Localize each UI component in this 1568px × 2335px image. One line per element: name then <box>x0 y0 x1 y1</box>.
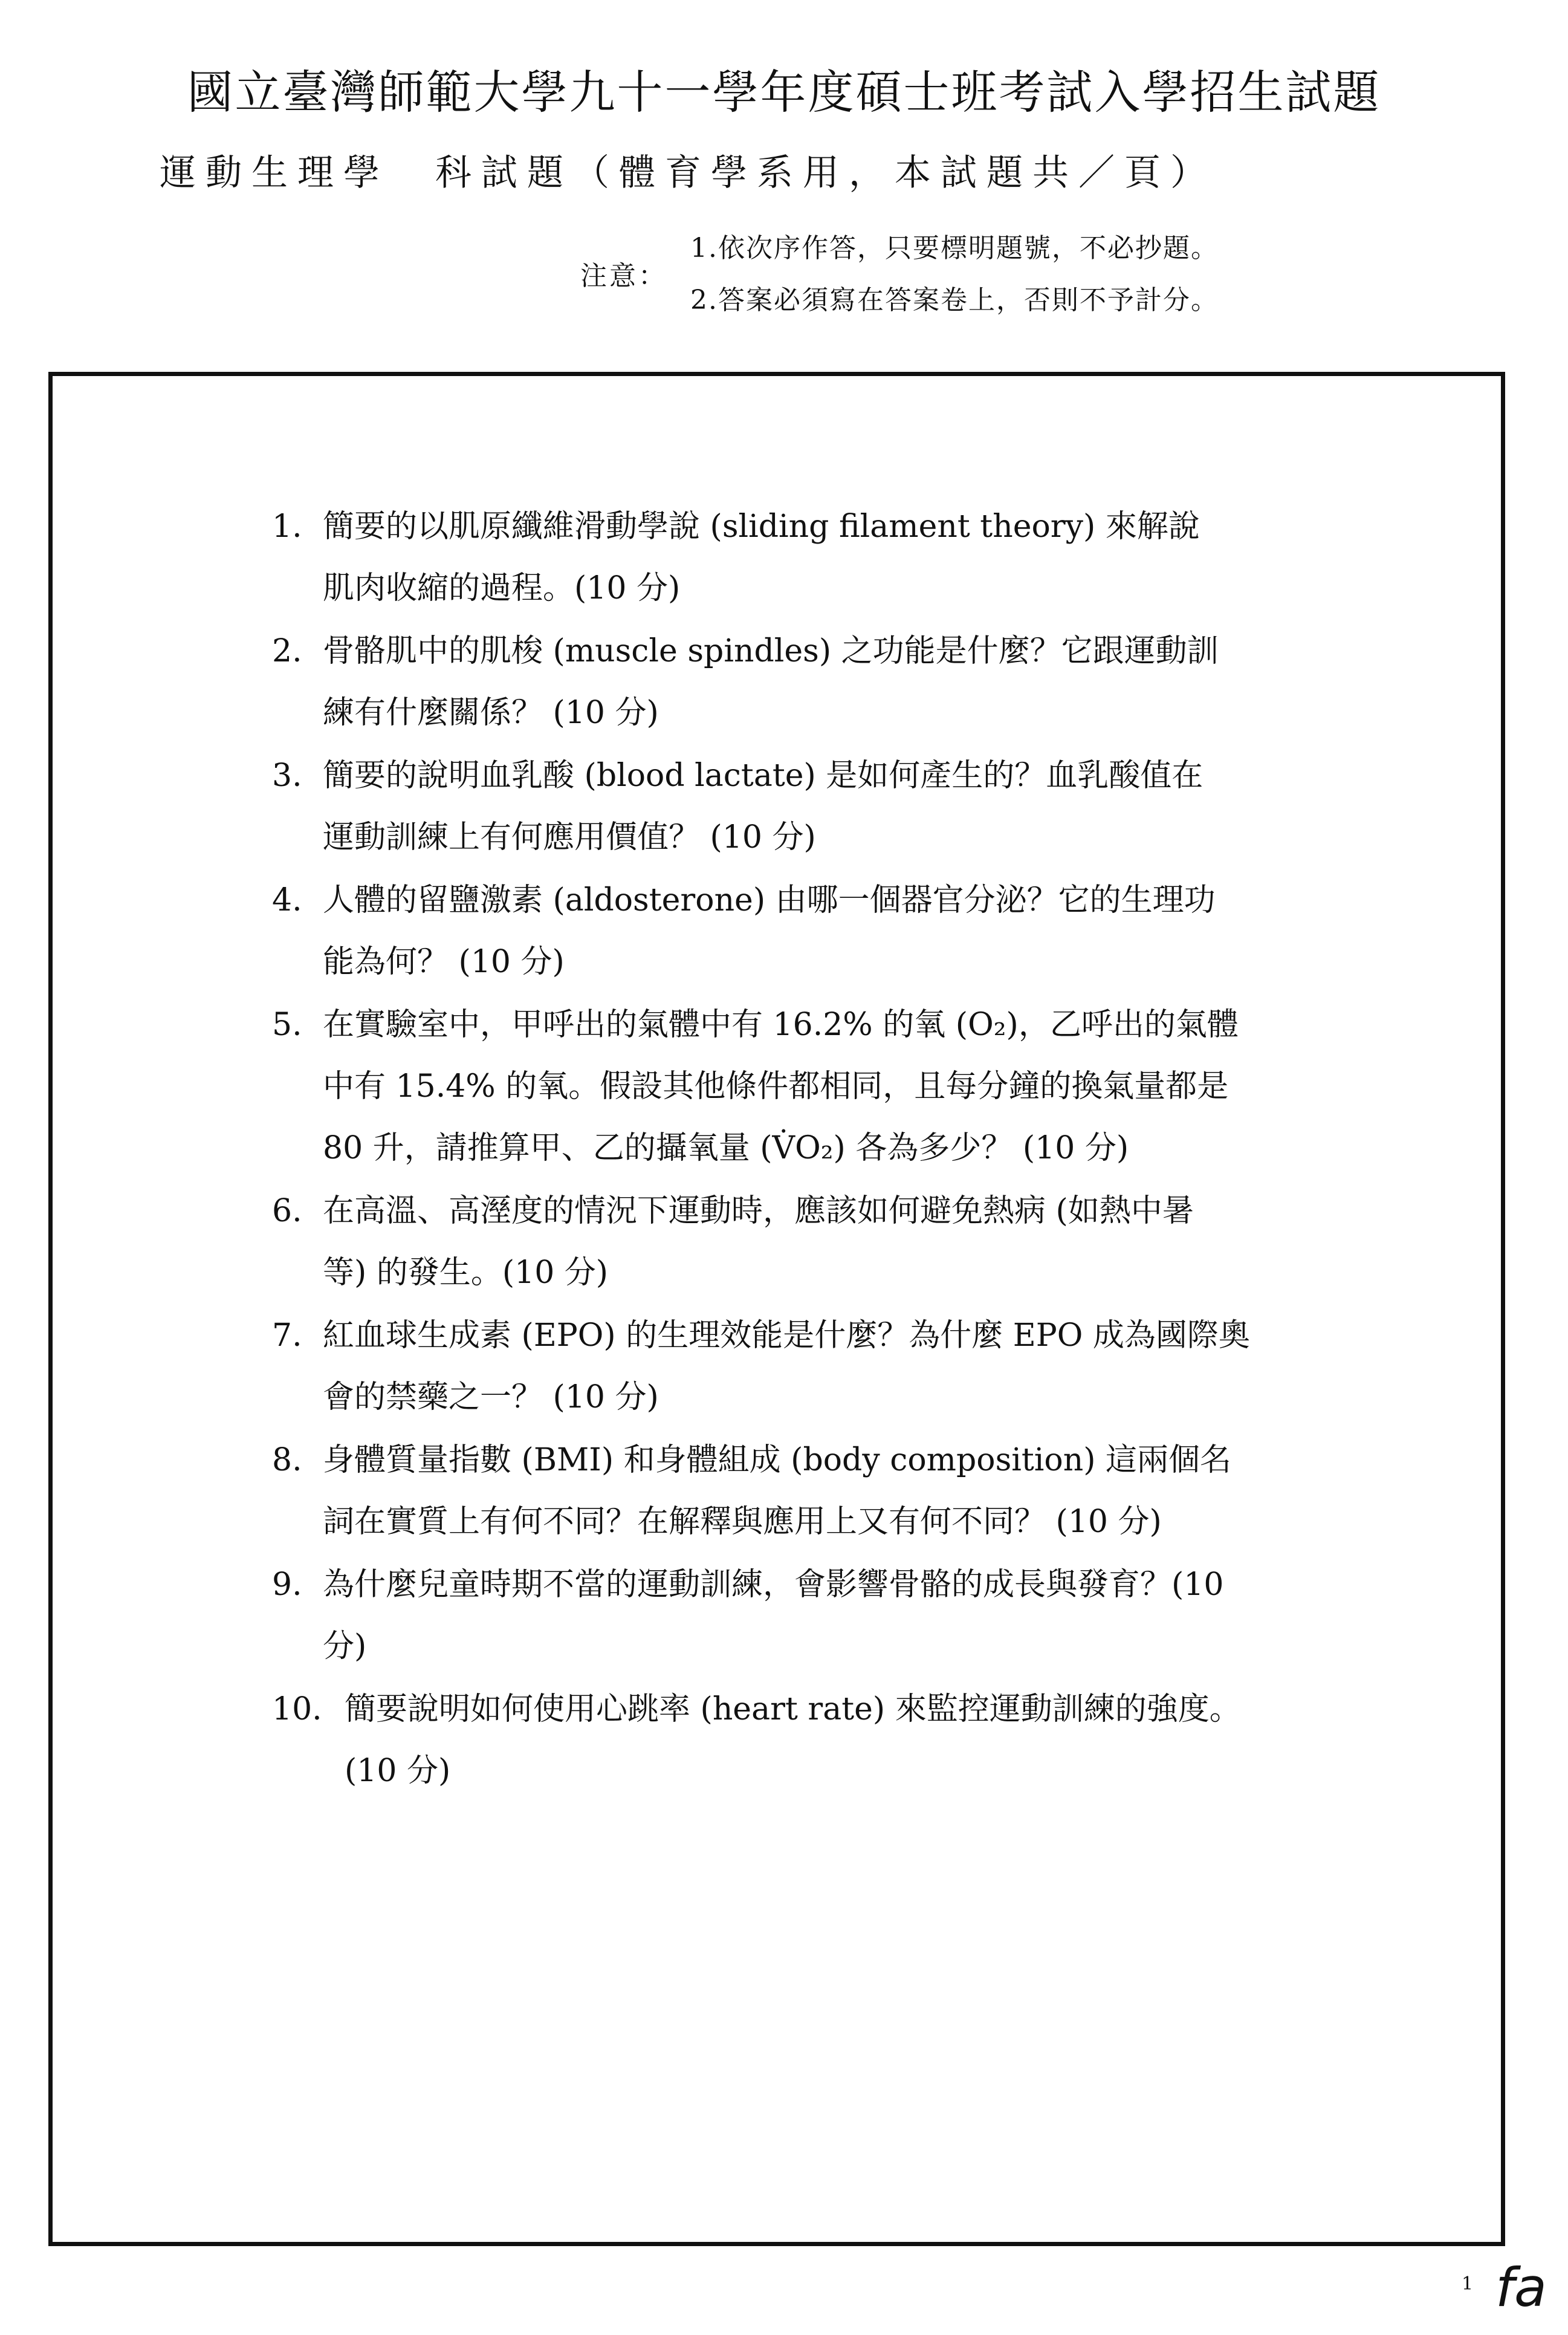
question-text: 在實驗室中，甲呼出的氣體中有 16.2% 的氧 (O₂)，乙呼出的氣體 <box>323 1007 1239 1043</box>
question-text: 分) <box>323 1628 367 1664</box>
question-number: 4. <box>272 882 302 918</box>
question-text: 80 升，請推算甲、乙的攝氧量 (V̇O₂) 各為多少？ (10 分) <box>323 1130 1129 1166</box>
question-text: 練有什麼關係？ (10 分) <box>323 695 659 731</box>
question-text: 能為何？ (10 分) <box>323 944 565 980</box>
page-mark: 1 <box>1462 2273 1474 2294</box>
question-text: 運動訓練上有何應用價值？ (10 分) <box>323 819 816 856</box>
question-number: 9. <box>272 1567 302 1603</box>
question-number: 2. <box>272 633 302 669</box>
question-text: 詞在實質上有何不同？在解釋與應用上又有何不同？ (10 分) <box>323 1504 1162 1540</box>
question-item <box>272 1429 1336 1553</box>
question-text: 等) 的發生。(10 分) <box>323 1255 609 1291</box>
question-text: 骨骼肌中的肌梭 (muscle spindles) 之功能是什麼？它跟運動訓 <box>323 633 1219 669</box>
question-item <box>272 1554 1336 1677</box>
questions-list <box>272 496 1336 1803</box>
question-item <box>272 994 1336 1179</box>
question-text: (10 分) <box>345 1753 451 1789</box>
question-text: 肌肉收縮的過程。(10 分) <box>323 570 681 606</box>
question-item <box>272 869 1336 993</box>
question-number: 7. <box>272 1317 302 1354</box>
question-item <box>272 1678 1336 1802</box>
question-text: 紅血球生成素 (EPO) 的生理效能是什麼？為什麼 EPO 成為國際奧 <box>323 1317 1250 1354</box>
question-text: 中有 15.4% 的氧。假設其他條件都相同，且每分鐘的換氣量都是 <box>323 1068 1229 1105</box>
question-text: 簡要的以肌原纖維滑動學說 (sliding filament theory) 來解說 <box>323 508 1200 545</box>
question-text: 人體的留鹽激素 (aldosterone) 由哪一個器官分泌？它的生理功 <box>323 882 1216 918</box>
question-item <box>272 1180 1336 1304</box>
question-number: 5. <box>272 1007 302 1043</box>
question-text: 為什麼兒童時期不當的運動訓練，會影響骨骼的成長與發育？(10 <box>323 1567 1224 1603</box>
question-number: 1. <box>272 508 302 545</box>
instructions-list <box>690 222 1219 326</box>
question-text: 簡要的說明血乳酸 (blood lactate) 是如何產生的？血乳酸值在 <box>323 758 1204 794</box>
instructions-label: 注意： <box>580 261 667 291</box>
question-text: 簡要說明如何使用心跳率 (heart rate) 來監控運動訓練的強度。 <box>345 1691 1241 1727</box>
exam-title: 國立臺灣師範大學九十一學年度碩士班考試入學招生試題 <box>187 65 1381 119</box>
question-number: 10. <box>272 1691 322 1727</box>
question-item <box>272 496 1336 619</box>
question-item <box>272 745 1336 868</box>
exam-subtitle: 運動生理學 科試題（體育學系用，本試題共／頁） <box>160 152 1216 194</box>
question-number: 8. <box>272 1442 302 1478</box>
question-item <box>272 1305 1336 1428</box>
instruction-item: 1.依次序作答，只要標明題號，不必抄題。 <box>690 233 1219 264</box>
question-text: 在高溫、高溼度的情況下運動時，應該如何避免熱病 (如熱中暑 <box>323 1193 1194 1229</box>
question-number: 3. <box>272 758 302 794</box>
question-item <box>272 620 1336 744</box>
question-text: 會的禁藥之一？ (10 分) <box>323 1379 659 1415</box>
instruction-item: 2.答案必須寫在答案卷上，否則不予計分。 <box>690 285 1219 316</box>
question-number: 6. <box>272 1193 302 1229</box>
question-text: 身體質量指數 (BMI) 和身體組成 (body composition) 這兩個名 <box>323 1442 1232 1478</box>
handwritten-scribble: fa <box>1495 2256 1547 2319</box>
